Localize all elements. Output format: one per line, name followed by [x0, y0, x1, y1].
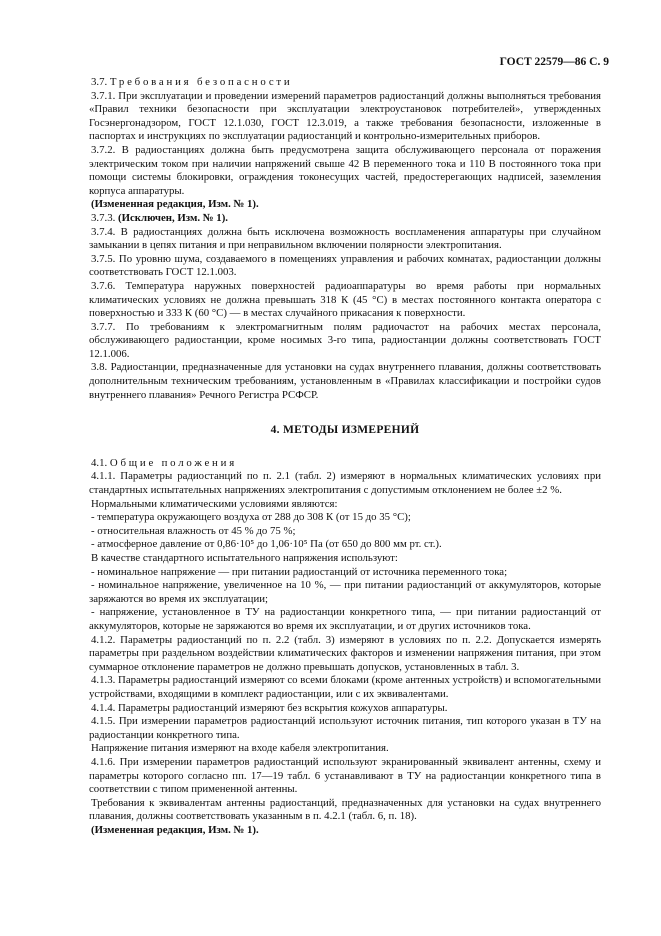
paragraph-4-1-5-note: Напряжение питания измеряют на входе кабеля электропитания. — [91, 742, 389, 755]
voltage-list — [89, 566, 601, 634]
page-header: ГОСТ 22579—86 С. 9 — [499, 56, 609, 68]
excluded-note: (Исключен, Изм. № 1). — [118, 211, 228, 224]
section-number: 3.7. — [91, 76, 108, 88]
list-item: - номинальное напряжение — при питании радиостанций от источника переменного тока; — [91, 565, 508, 578]
paragraph-3-7-2: 3.7.2. В радиостанциях должна быть предусмотрена защита обслуживающего персонала от поражения электрическим током при наличии напряжений свыше 42 В переменного тока и 110 В постоянного тока при помощи системы блокировки, ограждения токонесущих частей, предостерегающих надписей, заземления корпуса аппаратуры. — [89, 143, 601, 197]
paragraph-4-1-4: 4.1.4. Параметры радиостанций измеряют без вскрытия кожухов аппаратуры. — [91, 701, 448, 714]
normal-conditions-intro: Нормальными климатическими условиями являются: — [91, 497, 338, 510]
list-item: - напряжение, установленное в ТУ на радиостанции конкретного типа, — при питании радиостанций от аккумуляторов, которые не заряжаются во время их эксплуатации, и от других источников тока. — [89, 606, 601, 632]
normal-conditions-list — [89, 511, 601, 552]
paragraph-3-7-3 — [89, 212, 601, 226]
paragraph-4-1-6-note: Требования к эквивалентам антенны радиостанций, предназначенных для установки на судах внутреннего плавания, должны соответствовать указанным в п. 4.2.1 (табл. 6, п. 18). — [89, 796, 601, 823]
paragraph-number: 3.7.3. — [91, 211, 116, 224]
paragraph-4-1-3: 4.1.3. Параметры радиостанций измеряют со всеми блоками (кроме антенных устройств) и вспомогательными устройствами, входящими в комплект радиостанции, или с их эквивалентами. — [89, 674, 601, 700]
amendment-note: (Измененная редакция, Изм. № 1). — [91, 198, 259, 211]
paragraph-3-7-7: 3.7.7. По требованиям к электромагнитным полям радиочастот на рабочих местах персонала, обслуживающего радиостанции, кроме носимых 3-го типа, радиостанции должны соответствовать ГОСТ 12.1.006. — [89, 320, 601, 360]
paragraph-4-1-2: 4.1.2. Параметры радиостанций по п. 2.2 (табл. 3) измеряют в условиях по п. 2.2. Допускается измерять параметры при раздельном воздействии климатических факторов и изменении напряжения питания, при этом суммарное отклонение параметров не должно превышать допусков, установленных в табл. 3. — [89, 633, 601, 673]
paragraph-3-7-5: 3.7.5. По уровню шума, создаваемого в помещениях управления и рабочих комнатах, радиостанции должны соответствовать ГОСТ 12.1.003. — [89, 252, 601, 279]
paragraph-3-7-1: 3.7.1. При эксплуатации и проведении измерений параметров радиостанций должны выполняться требования «Правил техники безопасности при эксплуатации электроустановок потребителей», утвержденных Госэнергонадзором, ГОСТ 12.1.030, ГОСТ 12.3.019, а также требования безопасности, изложенные в паспортах и инструкциях по эксплуатации радиостанций и контрольно-измерительных приборов. — [89, 89, 601, 143]
paragraph-3-7-6: 3.7.6. Температура наружных поверхностей радиоаппаратуры во время работы при нормальных климатических условиях не должна превышать 318 К (45 °С) в местах постоянного контакта оператора с поверхностью и 333 К (60 °С) — в местах случайного прикасания к поверхности. — [89, 279, 601, 320]
paragraph-3-7-4: 3.7.4. В радиостанциях должна быть исключена возможность воспламенения аппаратуры при случайном замыкании в цепях питания и при неправильном включении полярности электропитания. — [89, 225, 601, 252]
paragraph-3-8: 3.8. Радиостанции, предназначенные для установки на судах внутреннего плавания, должны соответствовать дополнительным техническим требованиям, установленным в «Правилах классификации и постройки судов внутреннего плавания» Речного Регистра РСФСР. — [89, 361, 601, 401]
list-item: - относительная влажность от 45 % до 75 %; — [91, 524, 296, 537]
list-item: - температура окружающего воздуха от 288 до 308 К (от 15 до 35 °С); — [91, 511, 411, 524]
voltage-intro: В качестве стандартного испытательного напряжения используют: — [91, 552, 398, 564]
section-4-1-title — [89, 457, 601, 471]
section-number: 4.1. — [91, 456, 108, 469]
section-title: Требования безопасности — [109, 76, 293, 88]
paragraph-4-1-1: 4.1.1. Параметры радиостанций по п. 2.1 (табл. 2) измеряют в нормальных климатических условиях при стандартных испытательных напряжениях электропитания с допустимым отклонением не более ±2 %. — [89, 470, 601, 497]
section-3-7-title — [89, 76, 601, 90]
list-item: - атмосферное давление от 0,86·10⁵ до 1,06·10⁵ Па (от 650 до 800 мм рт. ст.). — [91, 538, 442, 551]
amendment-note: (Измененная редакция, Изм. № 1). — [91, 823, 259, 836]
document-body — [89, 76, 601, 837]
section-4-heading: 4. МЕТОДЫ ИЗМЕРЕНИЙ — [270, 424, 420, 437]
list-item: - номинальное напряжение, увеличенное на 10 %, — при питании радиостанций от аккумуляторов, которые заряжаются во время их эксплуатации; — [89, 579, 601, 605]
paragraph-4-1-6: 4.1.6. При измерении параметров радиостанций используют экранированный эквивалент антенны, схему и параметры которого согласно пп. 17—19 табл. 6 устанавливают в ТУ на радиостанции конкретного типа в соответствии с типом примененной антенны. — [89, 755, 601, 796]
paragraph-4-1-5: 4.1.5. При измерении параметров радиостанций используют источник питания, тип которого указан в ТУ на радиостанции конкретного типа. — [89, 715, 601, 741]
section-title: Общие положения — [109, 456, 237, 469]
